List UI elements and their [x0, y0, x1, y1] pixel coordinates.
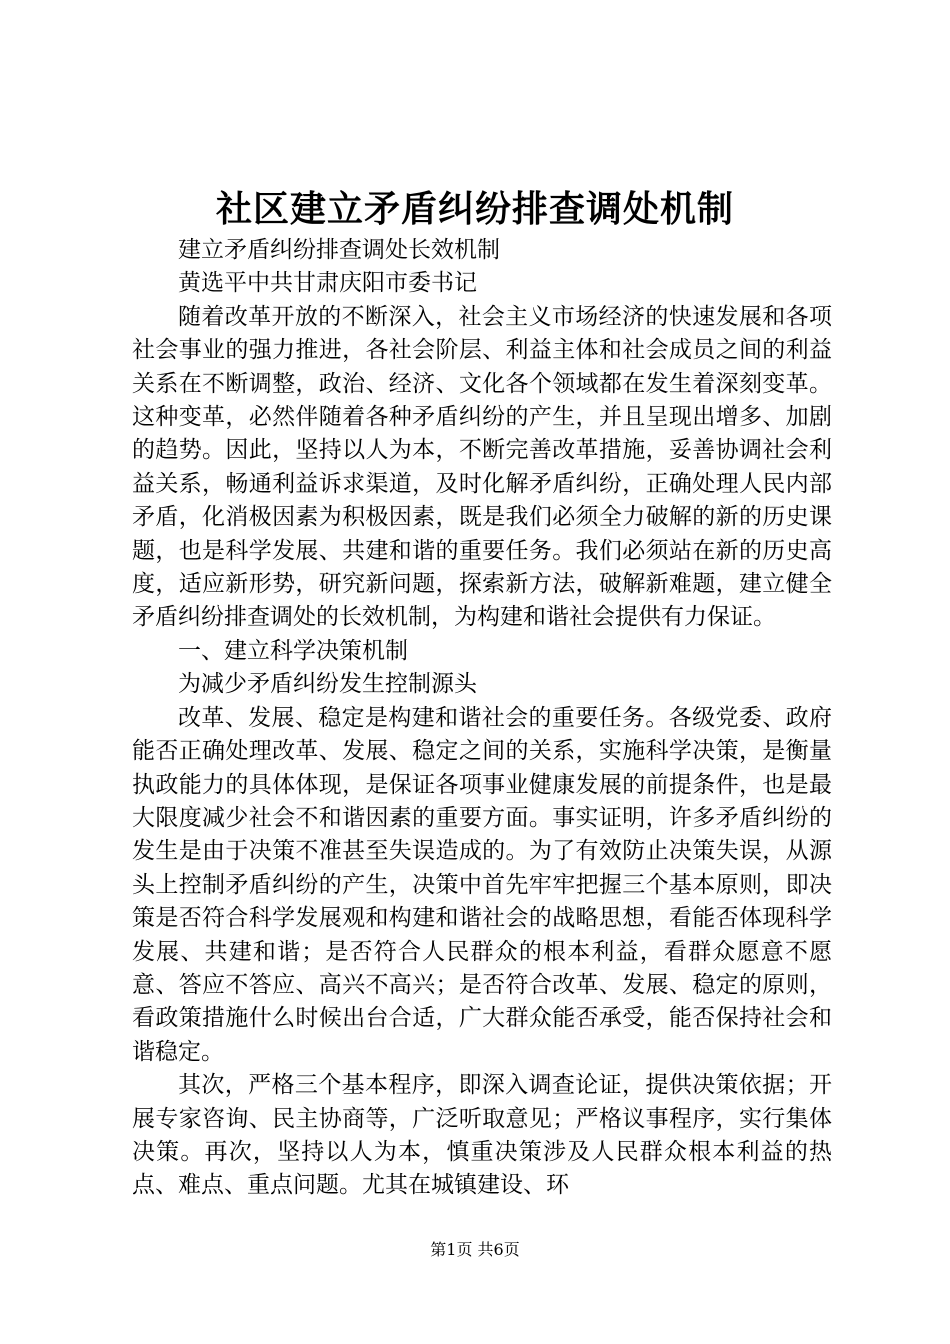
- author-paragraph: 黄选平中共甘肃庆阳市委书记: [178, 270, 477, 297]
- subtitle-paragraph: 建立矛盾纠纷排查调处长效机制: [178, 237, 500, 263]
- page-footer: 第1页 共6页: [430, 1240, 520, 1259]
- document-title: 社区建立矛盾纠纷排查调处机制: [215, 188, 734, 230]
- body-paragraph: 改革、发展、稳定是构建和谐社会的重要任务。各级党委、政府能否正确处理改革、发展、稳定之间的关系，实施科学决策，是衡量执政能力的具体体现，是保证各项事业健康发展的前提条件，也是最大限度减少社会不和谐因素的重要方面。事实证明，许多矛盾纠纷的发生是由于决策不准甚至失误造成的。为了有效防止决策失误，从源头上控制矛盾纠纷的产生，决策中首先牢牢把握三个基本原则，即决策是否符合科学发展观和构建和谐社会的战略思想，看能否体现科学发展、共建和谐；是否符合人民群众的根本利益，看群众愿意不愿意、答应不答应、高兴不高兴；是否符合改革、发展、稳定的原则，看政策措施什么时候出台合适，广大群众能否承受，能否保持社会和谐稳定。: [132, 704, 832, 1065]
- document-body: [132, 234, 832, 1203]
- body-paragraph: 其次，严格三个基本程序，即深入调查论证，提供决策依据；开展专家咨询、民主协商等，广泛听取意见；严格议事程序，实行集体决策。再次，坚持以人为本，慎重决策涉及人民群众根本利益的热点、难点、重点问题。尤其在城镇建设、环: [132, 1072, 832, 1199]
- section-subheading: 为减少矛盾纠纷发生控制源头: [178, 671, 477, 698]
- body-paragraph: 随着改革开放的不断深入，社会主义市场经济的快速发展和各项社会事业的强力推进，各社会阶层、利益主体和社会成员之间的利益关系在不断调整，政治、经济、文化各个领域都在发生着深刻变革。这种变革，必然伴随着各种矛盾纠纷的产生，并且呈现出增多、加剧的趋势。因此，坚持以人为本，不断完善改革措施，妥善协调社会利益关系，畅通利益诉求渠道，及时化解矛盾纠纷，正确处理人民内部矛盾，化消极因素为积极因素，既是我们必须全力破解的新的历史课题，也是科学发展、共建和谐的重要任务。我们必须站在新的历史高度，适应新形势，研究新问题，探索新方法，破解新难题，建立健全矛盾纠纷排查调处的长效机制，为构建和谐社会提供有力保证。: [132, 303, 832, 631]
- section-heading: 一、建立科学决策机制: [178, 637, 408, 664]
